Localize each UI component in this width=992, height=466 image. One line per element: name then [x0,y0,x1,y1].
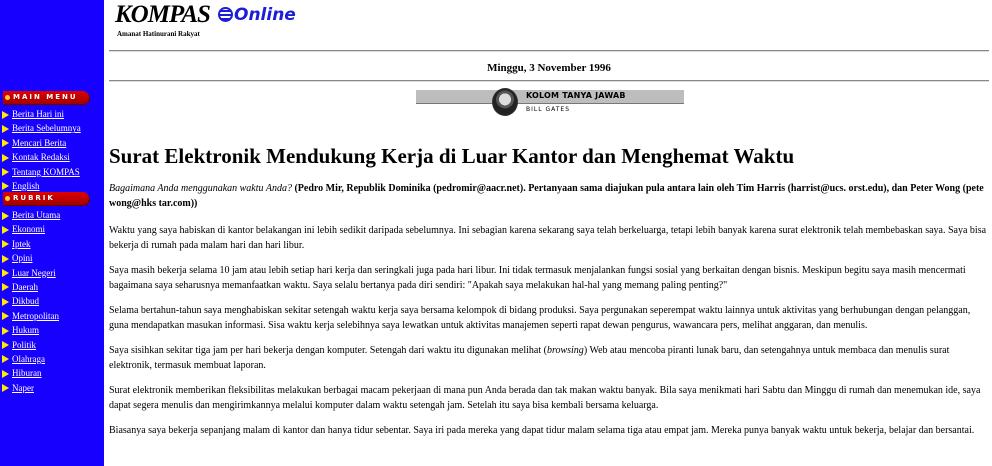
sidebar-item-politik[interactable]: Politik [0,338,104,352]
sidebar [0,0,104,466]
sidebar-item-berita-utama[interactable]: Berita Utama [0,208,104,222]
arrow-bullet-icon [2,125,9,133]
arrow-bullet-icon [2,226,9,234]
article-intro [109,181,989,211]
menu-header-dot-icon [5,196,10,201]
arrow-bullet-icon [2,312,9,320]
sidebar-item-berita-hari-ini[interactable]: Berita Hari ini [0,107,104,121]
sidebar-item-hiburan[interactable]: Hiburan [0,366,104,380]
logo-online-text: Online [218,6,296,24]
article-body [109,181,989,448]
reader-question: Bagaimana Anda menggunakan waktu Anda? [109,183,292,194]
main-menu-list [0,107,104,193]
column-banner [416,88,684,116]
browsing-term: browsing [546,345,584,356]
kompas-online-logo[interactable] [115,1,296,38]
sidebar-item-english[interactable]: English [0,179,104,193]
sidebar-item-daerah[interactable]: Daerah [0,280,104,294]
sidebar-item-dikbud[interactable]: Dikbud [0,294,104,308]
arrow-bullet-icon [2,255,9,263]
page-date: Minggu, 3 November 1996 [487,62,611,74]
arrow-bullet-icon [2,240,9,248]
arrow-bullet-icon [2,327,9,335]
arrow-bullet-icon [2,212,9,220]
paragraph-3: Selama bertahun-tahun saya menghabiskan sekitar setengah waktu kerja saya bersama kelompok di bidang produksi. Saya pergunakan seperempat waktu lainnya untuk aktivitas yang berhubungan dengan pelanggan, guna mendapatkan masukan informasi. Sisa waktu kerja selebihnya saya lewatkan untuk aktivitas manajemen seperti rapat dewan pengurus, wawancara pers, melihat anggaran, dan menulis. [109,305,971,331]
rubrik-header: RUBRIK [3,192,89,205]
globe-icon [218,7,233,22]
sidebar-item-metropolitan[interactable]: Metropolitan [0,309,104,323]
sidebar-item-opini[interactable]: Opini [0,251,104,265]
sidebar-item-mencari-berita[interactable]: Mencari Berita [0,136,104,150]
rubrik-list [0,208,104,395]
sidebar-item-tentang-kompas[interactable]: Tentang KOMPAS [0,165,104,179]
arrow-bullet-icon [2,182,9,190]
paragraph-4: Saya sisihkan sekitar tiga jam per hari bekerja dengan komputer. Setengah dari waktu itu digunakan melihat (browsing) Web atau mencoba piranti lunak baru, dan setengahnya untuk membaca dan menulis surat elektronik, termasuk membuat laporan. [109,345,950,371]
article-headline: Surat Elektronik Mendukung Kerja di Luar Kantor dan Menghemat Waktu [109,144,795,168]
paragraph-5: Surat elektronik memberikan fleksibilitas melakukan berbagai macam pekerjaan di mana pun Anda berada dan tak makan waktu banyak. Bila saya menikmati hari Sabtu dan Minggu di rumah dan menemukan ide, saya dapat segera menulis dan mengirimkannya melalui komputer dalam waktu setengah jam. Setelah itu saya bisa kembali bersama keluarga. [109,385,981,411]
arrow-bullet-icon [2,298,9,306]
arrow-bullet-icon [2,154,9,162]
arrow-bullet-icon [2,168,9,176]
arrow-bullet-icon [2,355,9,363]
sidebar-item-iptek[interactable]: Iptek [0,237,104,251]
sidebar-item-luar-negeri[interactable]: Luar Negeri [0,266,104,280]
sidebar-item-olahraga[interactable]: Olahraga [0,352,104,366]
sidebar-item-kontak-redaksi[interactable]: Kontak Redaksi [0,150,104,164]
divider-bottom [109,80,989,82]
sidebar-item-ekonomi[interactable]: Ekonomi [0,222,104,236]
arrow-bullet-icon [2,370,9,378]
paragraph-1: Waktu yang saya habiskan di kantor belakangan ini lebih sedikit daripada sebelumnya. Ini sebagian karena sekarang saya telah berkeluarga, tetapi lebih banyak karena surat elektronik telah membebaskan saya. Saya bisa bekerja di rumah pada malam hari dan hari libur. [109,225,987,251]
arrow-bullet-icon [2,283,9,291]
divider-top [109,50,989,52]
arrow-bullet-icon [2,139,9,147]
arrow-bullet-icon [2,384,9,392]
arrow-bullet-icon [2,269,9,277]
banner-byline: BILL GATES [526,106,571,113]
logo-tagline: Amanat Hatinurani Rakyat [117,30,200,38]
sidebar-item-hukum[interactable]: Hukum [0,323,104,337]
sidebar-item-berita-sebelumnya[interactable]: Berita Sebelumnya [0,121,104,135]
menu-header-dot-icon [5,95,10,100]
paragraph-2: Saya masih bekerja selama 10 jam atau lebih setiap hari kerja dan seringkali juga pada hari libur. Ini tidak termasuk menjalankan fungsi sosial yang berkaitan dengan bisnis. Meskipun begitu saya masih mencermati bagaimana saya seharusnya memanfaatkan waktu. Saya selalu bertanya pada diri sendiri: "Apakah saya melakukan hal-hal yang memang paling penting?" [109,265,966,291]
arrow-bullet-icon [2,111,9,119]
main-menu-header: MAIN MENU [3,91,89,104]
logo-kompas-text: KOMPAS [115,1,210,28]
author-portrait [492,88,518,116]
paragraph-6: Biasanya saya bekerja sepanjang malam di kantor dan hanya tidur sebentar. Saya iri pada mereka yang dapat tidur malam selama tiga atau empat jam. Mereka punya banyak waktu untuk bekerja, belajar dan bersantai. [109,425,975,436]
reader-attribution: (Pedro Mir, Republik Dominika (pedromir@aacr.net). Pertanyaan sama diajukan pula antara lain oleh Tim Harris (harrist@ucs. orst.edu), dan Peter Wong (pete wong@hks tar.com)) [109,183,984,209]
sidebar-item-naper[interactable]: Naper [0,381,104,395]
banner-title: KOLOM TANYA JAWAB [526,91,626,100]
arrow-bullet-icon [2,341,9,349]
